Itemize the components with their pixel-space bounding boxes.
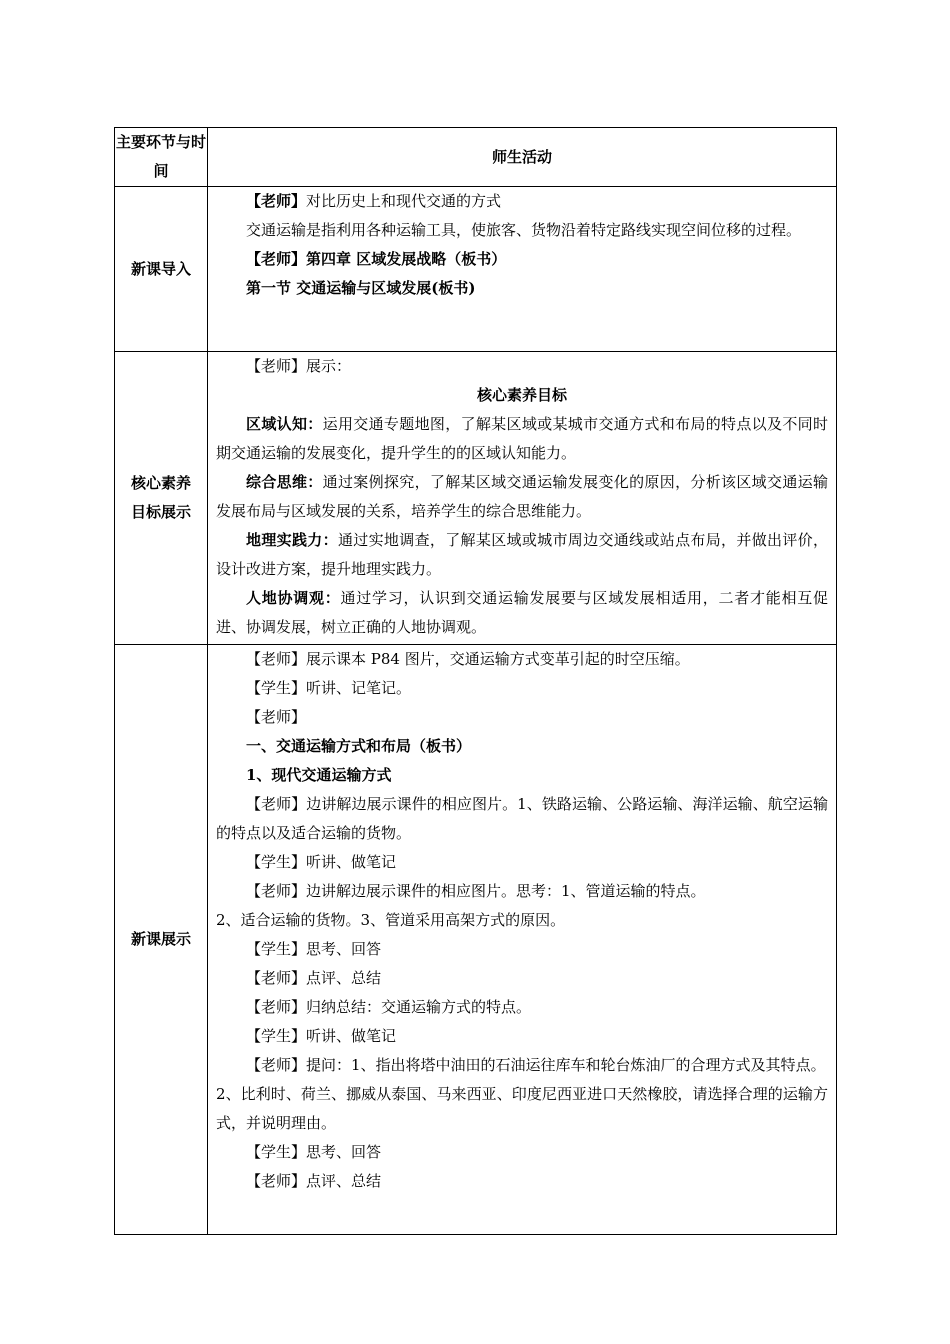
section-title: 核心素养目标 (476, 386, 567, 404)
paragraph: 2、比利时、荷兰、挪威从泰国、马来西亚、印度尼西亚进口天然橡胶，请选择合理的运输方式，并说明理由。 (216, 1085, 828, 1132)
paragraph: 交通运输是指利用各种运输工具，使旅客、货物沿着特定路线实现空间位移的过程。 (246, 221, 802, 239)
paragraph: 【老师】边讲解边展示课件的相应图片。1、铁路运输、公路运输、海洋运输、航空运输的特点以及适合运输的货物。 (216, 795, 828, 842)
header-activities (208, 128, 837, 187)
paragraph: 第一节 交通运输与区域发展(板书) (246, 279, 476, 297)
paragraph: 【老师】第四章 区域发展战略（板书） (246, 250, 507, 268)
table-row (115, 187, 837, 352)
stage-cell (115, 352, 208, 645)
stage-label: 新课导入 (130, 259, 191, 278)
paragraph: 【老师】提问：1、指出将塔中油田的石油运往库车和轮台炼油厂的合理方式及其特点。 (246, 1056, 826, 1074)
paragraph: 2、适合运输的货物。3、管道采用高架方式的原因。 (216, 911, 566, 929)
header-activities-label: 师生活动 (491, 147, 552, 166)
stage-label: 核心素养目标展示 (130, 474, 191, 521)
paragraph: 【老师】 (246, 708, 307, 726)
paragraph: 【学生】思考、回答 (246, 1143, 382, 1161)
paragraph: 【老师】点评、总结 (246, 1172, 382, 1190)
paragraph: 【老师】点评、总结 (246, 969, 382, 987)
table-row (115, 352, 837, 645)
paragraph: 【老师】归纳总结：交通运输方式的特点。 (246, 998, 532, 1016)
paragraph: 【老师】对比历史上和现代交通的方式 (246, 192, 502, 210)
paragraph: 【学生】听讲、做笔记 (246, 1027, 397, 1045)
stage-cell (115, 187, 208, 352)
section-heading: 一、交通运输方式和布局（板书） (246, 737, 472, 755)
activity-cell (208, 645, 837, 1235)
paragraph: 【老师】展示： (246, 357, 352, 375)
subsection-heading: 1、现代交通运输方式 (246, 766, 392, 784)
paragraph: 【学生】思考、回答 (246, 940, 382, 958)
paragraph: 人地协调观：通过学习，认识到交通运输发展要与区域发展相适用，二者才能相互促进、协调发展，树立正确的人地协调观。 (216, 589, 828, 636)
stage-label: 新课展示 (130, 930, 191, 948)
paragraph: 地理实践力：通过实地调查，了解某区域或城市周边交通线或站点布局，并做出评价，设计改进方案，提升地理实践力。 (216, 531, 828, 578)
stage-cell (115, 645, 208, 1235)
paragraph: 区域认知：运用交通专题地图，了解某区域或某城市交通方式和布局的特点以及不同时期交通运输的发展变化，提升学生的的区域认知能力。 (216, 415, 828, 462)
activity-cell (208, 187, 837, 352)
table-header-row (115, 128, 837, 187)
table-row (115, 645, 837, 1235)
paragraph: 【老师】展示课本 P84 图片，交通运输方式变革引起的时空压缩。 (246, 650, 690, 668)
paragraph: 【老师】边讲解边展示课件的相应图片。思考：1、管道运输的特点。 (246, 882, 706, 900)
paragraph: 综合思维：通过案例探究，了解某区域交通运输发展变化的原因，分析该区域交通运输发展布局与区域发展的关系，培养学生的综合思维能力。 (216, 473, 828, 520)
lesson-plan-table (114, 127, 837, 1235)
paragraph: 【学生】听讲、做笔记 (246, 853, 397, 871)
header-stage-time-label: 主要环节与时间 (115, 133, 206, 180)
header-stage-time (115, 128, 208, 187)
paragraph: 【学生】听讲、记笔记。 (246, 679, 412, 697)
activity-cell (208, 352, 837, 645)
